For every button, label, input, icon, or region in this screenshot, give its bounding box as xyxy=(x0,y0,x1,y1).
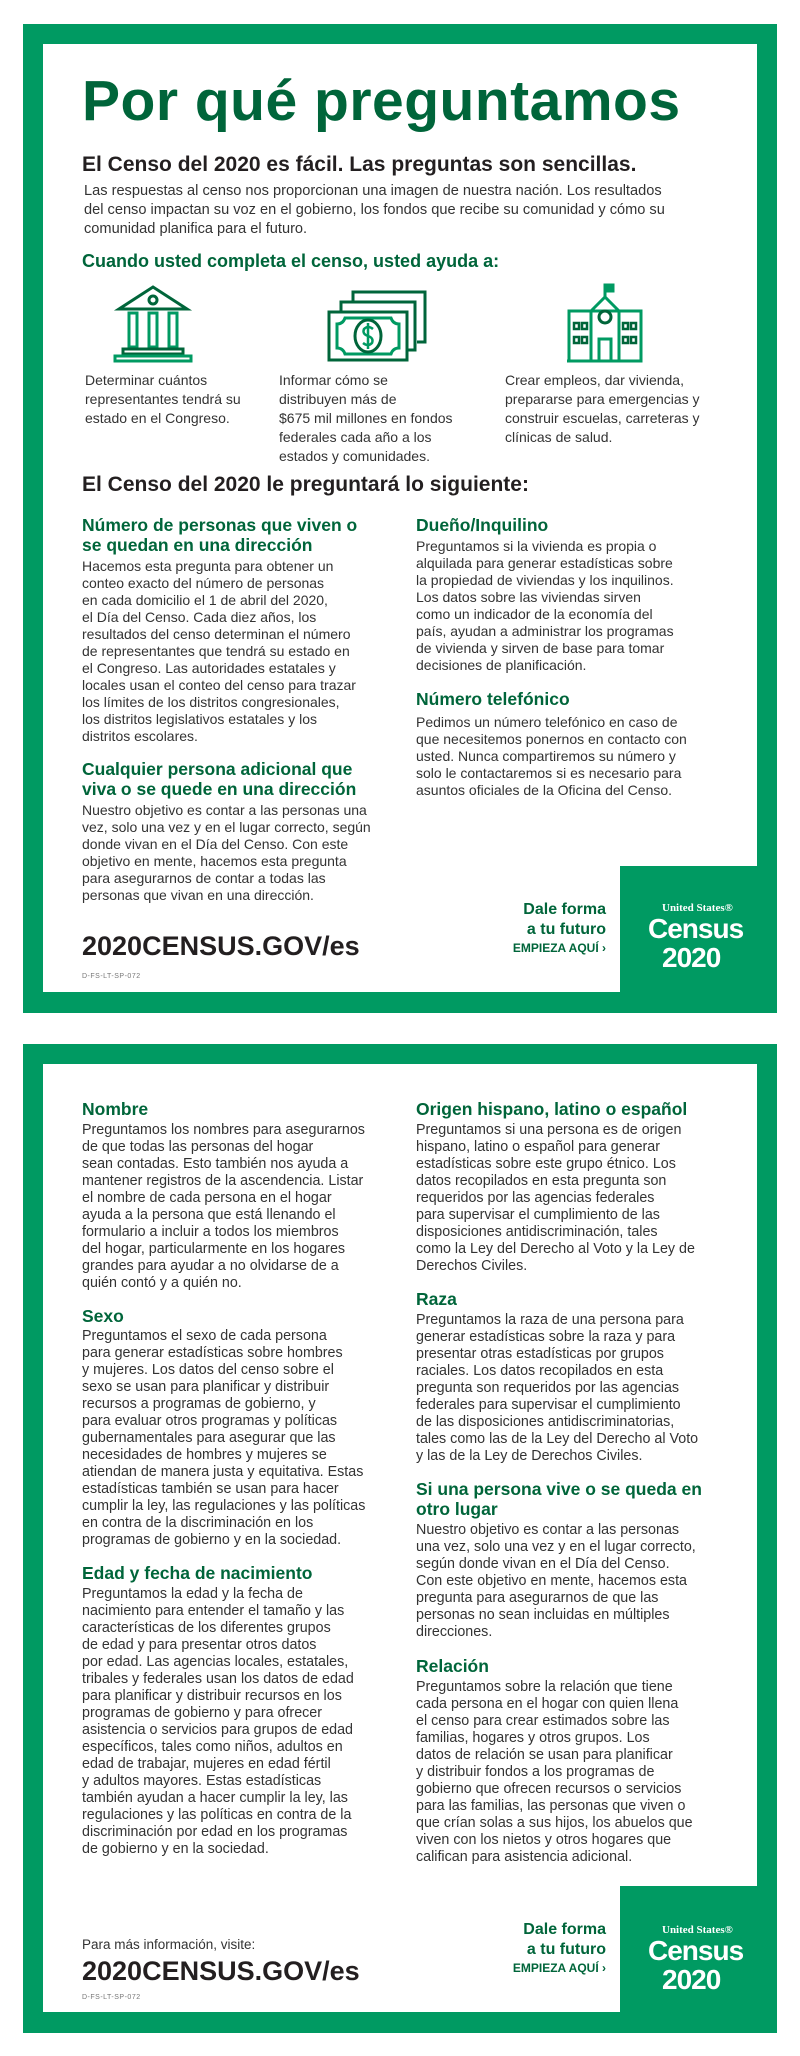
question-heading: Raza xyxy=(416,1289,457,1309)
question-heading: Número de personas que viven o se quedan en una dirección xyxy=(82,515,358,555)
logo-word: Census xyxy=(648,913,744,944)
census-url-link[interactable]: 2020CENSUS.GOV/es xyxy=(82,1956,360,1986)
logo-word: Census xyxy=(648,1935,744,1966)
document-code: D-FS-LT-SP-072 xyxy=(82,1994,141,2001)
start-here-link[interactable]: EMPIEZA AQUÍ › xyxy=(512,1961,606,1975)
question-heading: Nombre xyxy=(82,1099,149,1119)
start-here-link[interactable]: EMPIEZA AQUÍ › xyxy=(512,941,606,955)
tagline xyxy=(513,1920,606,1976)
logo-top: United States® xyxy=(662,1924,733,1936)
tagline-line1: Dale forma xyxy=(523,901,606,918)
question-body: Preguntamos los nombres para asegurarnos de que todas las personas del hogar sean contadas. Esto también nos ayuda a mantener registros de la ascendencia. Listar el nombre de cada persona en el hogar ayuda a la persona que está llenando el formulario a incluir a todos los miembros del hogar, particularmente en los hogares grandes para ayudar a no olvidarse de a quién contó y a quién no. xyxy=(82,1122,365,1291)
subtitle: El Censo del 2020 es fácil. Las preguntas son sencillas. xyxy=(82,153,637,176)
question-heading: Relación xyxy=(416,1656,489,1676)
logo-top: United States® xyxy=(662,902,733,914)
intro-paragraph: Las respuestas al censo nos proporcionan una imagen de nuestra nación. Los resultados del censo impactan su voz en el gobierno, los fondos que recibe su comunidad y cómo su comunidad planifica para el futuro. xyxy=(84,183,665,237)
census-2020-logo xyxy=(620,1886,758,2012)
question-body: Preguntamos el sexo de cada persona para generar estadísticas sobre hombres y mujeres. Los datos del censo sobre el sexo se usan para planificar y distribuir recursos a programas de gobierno, y para evaluar otros programas y políticas gubernamentales para asegurar que las necesidades de hombres y mujeres se atiendan de manera justa y equitativa. Estas estadísticas también se usan para hacer cumplir la ley, las regulaciones y las políticas en contra de la discriminación en los programas de gobierno y en la sociedad. xyxy=(82,1328,366,1548)
logo-year: 2020 xyxy=(662,942,721,973)
tagline xyxy=(513,900,606,956)
tagline-line2: a tu futuro xyxy=(526,921,606,938)
question-body: Preguntamos si la vivienda es propia o alquilada para generar estadísticas sobre la propiedad de viviendas y los inquilinos. Los datos sobre las viviendas sirven como un indicador de la economía del país, ayudan a administrar los programas de vivienda y sirven de base para tomar decisiones de planificación. xyxy=(416,538,674,673)
page-title: Por qué preguntamos xyxy=(82,69,681,133)
logo-year: 2020 xyxy=(662,1964,721,1995)
document-code: D-FS-LT-SP-072 xyxy=(82,973,141,980)
question-heading: Edad y fecha de nacimiento xyxy=(82,1563,313,1583)
question-body: Preguntamos si una persona es de origen hispano, latino o español para generar estadísticas sobre este grupo étnico. Los datos recopilados en esta pregunta son requeridos por las agencias federales para supervisar el cumplimiento de las disposiciones antidiscriminación, tales como la Ley del Derecho al Voto y la Ley de Derechos Civiles. xyxy=(416,1122,695,1274)
question-heading: Origen hispano, latino o español xyxy=(416,1099,688,1119)
question-heading: Cualquier persona adicional que viva o se quede en una dirección xyxy=(82,759,357,799)
help-item-congress: Determinar cuántos representantes tendrá su estado en el Congreso. xyxy=(85,372,241,426)
tagline-line2: a tu futuro xyxy=(526,1941,606,1958)
school-building-icon xyxy=(565,283,645,363)
more-info-label: Para más información, visite: xyxy=(82,1937,256,1952)
question-body: Nuestro objetivo es contar a las personas una vez, solo una vez y en el lugar correcto, según donde vivan en el Día del Censo. Con este objetivo en mente, hacemos esta pregunta para asegurarnos de que las personas no sean incluidas en múltiples direcciones. xyxy=(416,1522,696,1640)
question-heading: Si una persona vive o se queda en otro lugar xyxy=(416,1479,702,1519)
question-heading: Sexo xyxy=(82,1306,124,1326)
question-body: Preguntamos la raza de una persona para generar estadísticas sobre la raza y para presentar otras estadísticas por grupos raciales. Los datos recopilados en esta pregunta son requeridos por las agencias federales para supervisar el cumplimiento de las disposiciones antidiscriminatorias, tales como las de la Ley del Derecho al Voto y las de la Ley de Derechos Civiles. xyxy=(416,1312,699,1464)
census-url-link[interactable]: 2020CENSUS.GOV/es xyxy=(82,931,360,961)
question-body: Pedimos un número telefónico en caso de que necesitemos ponernos en contacto con usted. Nunca compartiremos su número y solo le contactaremos si es necesario para asuntos oficiales de la Oficina del Censo. xyxy=(416,714,687,798)
help-item-services: Crear empleos, dar vivienda, prepararse para emergencias y construir escuelas, carreteras y clínicas de salud. xyxy=(505,372,700,445)
help-item-funds: Informar cómo se distribuyen más de $675 mil millones en fondos federales cada año a los estados y comunidades. xyxy=(279,372,453,464)
money-bills-icon xyxy=(327,290,427,362)
helps-heading: Cuando usted completa el censo, usted ayuda a: xyxy=(82,251,500,271)
section-heading: El Censo del 2020 le preguntará lo siguiente: xyxy=(82,473,529,496)
question-body: Nuestro objetivo es contar a las personas una vez, solo una vez y en el lugar correcto, según donde vivan en el Día del Censo. Con este objetivo en mente, hacemos esta pregunta para asegurarnos de contar a todas las personas que vivan en una dirección. xyxy=(82,802,371,903)
question-heading: Dueño/Inquilino xyxy=(416,515,549,535)
tagline-line1: Dale forma xyxy=(523,1921,606,1938)
government-building-icon xyxy=(113,283,193,363)
census-2020-logo xyxy=(620,866,758,992)
question-body: Preguntamos la edad y la fecha de nacimiento para entender el tamaño y las características de los diferentes grupos de edad y para presentar otros datos por edad. Las agencias locales, estatales, tribales y federales usan los datos de edad para planificar y distribuir recursos en los programas de gobierno y para ofrecer asistencia o servicios para grupos de edad específicos, tales como niños, adultos en edad de trabajar, mujeres en edad fértil y adultos mayores. Estas estadísticas también ayudan a hacer cumplir la ley, las regulaciones y las políticas en contra de la discriminación por edad en los programas de gobierno y en la sociedad. xyxy=(82,1586,354,1857)
question-heading: Número telefónico xyxy=(416,689,570,709)
question-body: Hacemos esta pregunta para obtener un conteo exacto del número de personas en cada domicilio el 1 de abril del 2020, el Día del Censo. Cada diez años, los resultados del censo determinan el número de representantes que tendrá su estado en el Congreso. Las autoridades estatales y locales usan el conteo del censo para trazar los límites de los distritos congresionales, los distritos legislativos estatales y los distritos escolares. xyxy=(82,558,356,744)
question-body: Preguntamos sobre la relación que tiene cada persona en el hogar con quien llena el censo para crear estimados sobre las familias, hogares y otros grupos. Los datos de relación se usan para planificar y distribuir fondos a los programas de gobierno que ofrecen recursos o servicios para las familias, las personas que viven o que crían solas a sus hijos, los abuelos que viven con los nietos y otros hogares que califican para asistencia adicional. xyxy=(416,1679,693,1865)
